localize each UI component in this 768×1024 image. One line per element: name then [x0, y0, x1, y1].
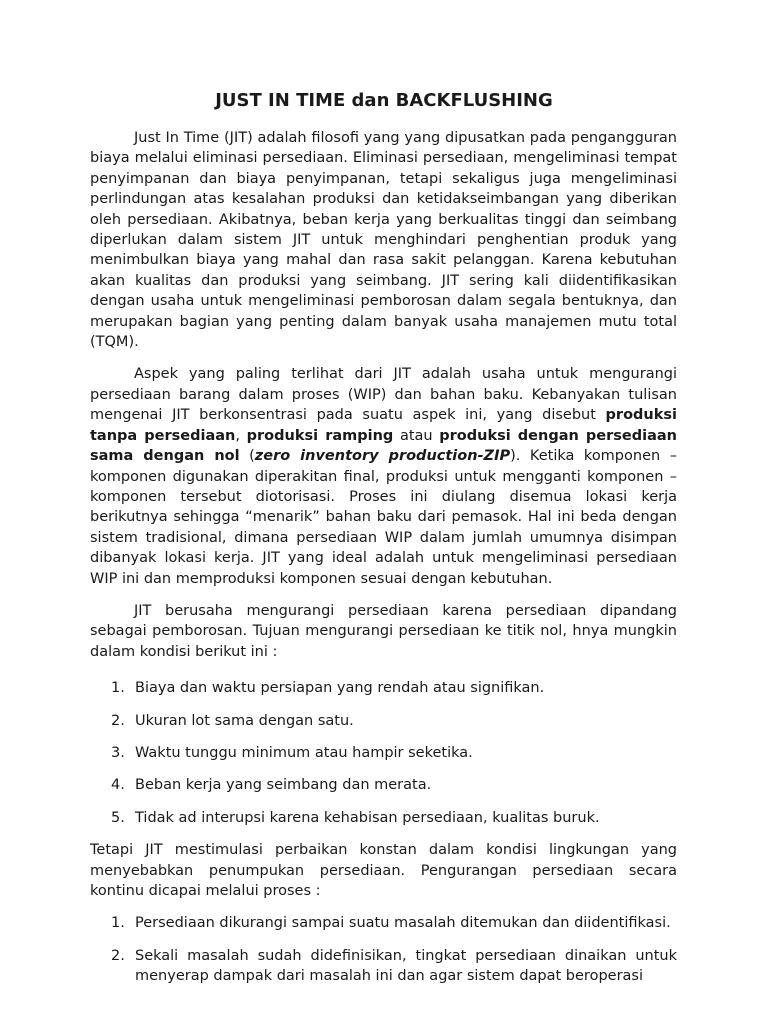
list-number: 4. [111, 777, 125, 794]
list-number: 5. [111, 809, 125, 826]
list-number: 1. [111, 915, 125, 932]
list-item-text: Persediaan dikurangi sampai suatu masalah ditemukan dan diidentifikasi. [135, 915, 671, 932]
list-item [90, 946, 677, 987]
paragraph-jit-reduce-inventory: JIT berusaha mengurangi persediaan karena persediaan dipandang sebagai pemborosan. Tujuan mengurangi persediaan ke titik nol, hnya mungkin dalam kondisi berikut ini : [90, 602, 677, 660]
paragraph-jit-aspects [90, 364, 677, 588]
list-item-text: Biaya dan waktu persiapan yang rendah atau signifikan. [135, 680, 545, 697]
bold-term-produksi-persediaan-nol: produksi dengan persediaan sama dengan nol [90, 427, 677, 465]
list-item [90, 913, 677, 933]
paragraph-jit-definition: Just In Time (JIT) adalah filosofi yang yang dipusatkan pada pengangguran biaya melalui eliminasi persediaan. Eliminasi persediaan, mengeliminasi tempat penyimpanan dan biaya penyimpanan, tetapi sekaligus juga mengeliminasi perlindungan atas kesalahan produksi dan ketidakseimbangan yang diberikan oleh persediaan. Akibatnya, beban kerja yang berkualitas tinggi dan seimbang diperlukan dalam sistem JIT untuk menghindari penghentian produk yang menimbulkan biaya yang mahal dan rasa sakit pelanggan. Karena kebutuhan akan kualitas dan produksi yang seimbang. JIT sering kali diidentifikasikan dengan usaha untuk mengeliminasi pemborosan dalam segala bentuknya, dan merupakan bagian yang penting dalam banyak usaha manajemen mutu total (TQM). [90, 130, 677, 351]
list-number: 2. [111, 947, 125, 964]
list-item [90, 678, 677, 698]
bold-term-produksi-ramping: produksi ramping [246, 427, 394, 444]
bold-term-produksi-tanpa-persediaan: produksi tanpa persediaan [90, 407, 677, 444]
text-run: , [235, 427, 247, 444]
text-run: ). Ketika komponen – komponen digunakan diperakitan final, produksi untuk mengganti komponen – komponen tersebut diotorisasi. Proses ini diulang disemua lokasi kerja berikutnya sehingga “menarik” bahan baku dari pemasok. Hal ini beda dengan sistem tradisional, dimana persediaan WIP dalam jumlah umumnya disimpan dibanyak lokasi kerja. JIT yang ideal adalah untuk mengeliminasi persediaan WIP ini dan memproduksi komponen sesuai dengan kebutuhan. [90, 448, 677, 587]
list-item-text: Beban kerja yang seimbang dan merata. [135, 777, 432, 794]
list-item-text: Waktu tunggu minimum atau hampir seketika. [135, 744, 473, 761]
document-title: JUST IN TIME dan BACKFLUSHING [215, 90, 553, 111]
list-item [90, 808, 677, 828]
list-item [90, 775, 677, 795]
process-list [90, 913, 677, 986]
document-body [90, 128, 677, 999]
paragraph-continuous-improvement: Tetapi JIT mestimulasi perbaikan konstan dalam kondisi lingkungan yang menyebabkan penumpukan persediaan. Pengurangan persediaan secara kontinu dicapai melalui proses : [90, 842, 677, 899]
text-run: Aspek yang paling terlihat dari JIT adalah usaha untuk mengurangi persediaan barang dalam proses (WIP) dan bahan baku. Kebanyakan tulisan mengenai JIT berkonsentrasi pada suatu aspek ini, yang disebut [90, 366, 677, 424]
text-run: ( [239, 448, 255, 465]
list-number: 2. [111, 712, 125, 729]
list-item [90, 711, 677, 731]
text-run: atau [393, 427, 440, 444]
bold-italic-term-zip: zero inventory production-ZIP [254, 448, 511, 465]
list-item [90, 743, 677, 763]
list-item-text: Tidak ad interupsi karena kehabisan persediaan, kualitas buruk. [135, 809, 600, 826]
list-number: 3. [111, 744, 125, 761]
conditions-list [90, 678, 677, 828]
list-number: 1. [111, 680, 125, 697]
list-item-text: Sekali masalah sudah didefinisikan, tingkat persediaan dinaikan untuk menyerap dampak dari masalah ini dan agar sistem dapat beroperasi [135, 947, 677, 985]
list-item-text: Ukuran lot sama dengan satu. [135, 712, 354, 729]
